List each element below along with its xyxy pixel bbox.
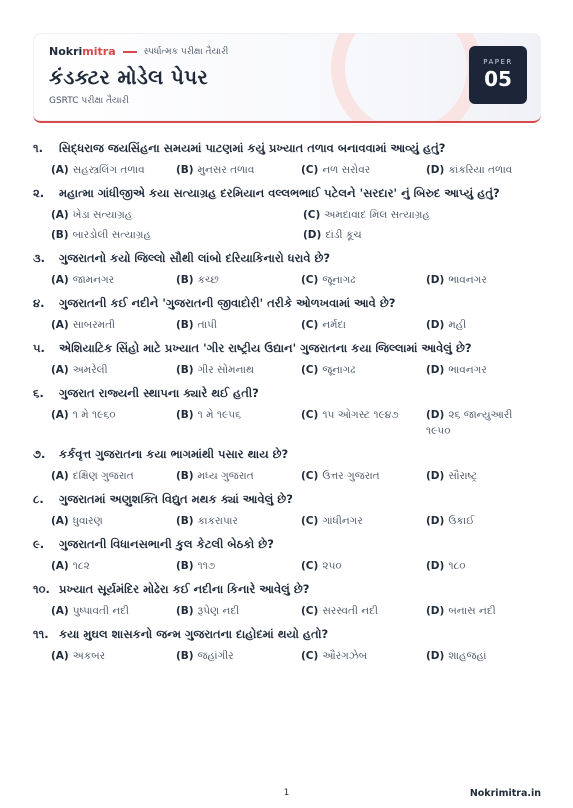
page-subtitle: GSRTC પરીક્ષા તૈયારી	[49, 96, 129, 106]
answer-option[interactable]	[51, 362, 176, 378]
option-group	[51, 603, 543, 619]
option-value: ૧૮૦	[448, 560, 466, 572]
option-value: જૂનાગઢ	[322, 274, 356, 286]
question-text	[33, 184, 543, 202]
answer-option[interactable]	[426, 272, 551, 288]
question-number: ૮.	[33, 492, 44, 506]
answer-option[interactable]	[301, 272, 426, 288]
option-key: (C)	[301, 409, 319, 421]
page-number: 1	[283, 788, 290, 798]
question-label: કયા મુઘલ શાસકનો જન્મ ગુજરાતના દાહોદમાં થયો હતો?	[59, 627, 329, 641]
answer-option[interactable]	[301, 407, 426, 439]
answer-option[interactable]	[301, 317, 426, 333]
answer-option[interactable]	[301, 362, 426, 378]
option-key: (C)	[301, 364, 319, 376]
question-text	[33, 535, 543, 553]
answer-option[interactable]	[176, 648, 301, 664]
option-value: ૨૬ જાન્યુઆરી ૧૯૫૦	[426, 409, 513, 437]
answer-option[interactable]	[176, 272, 301, 288]
answer-option[interactable]	[51, 407, 176, 439]
option-key: (B)	[176, 650, 194, 662]
option-value: નર્મદા	[322, 319, 346, 331]
option-key: (D)	[426, 274, 445, 286]
option-key: (D)	[426, 650, 445, 662]
answer-option[interactable]	[51, 227, 303, 243]
option-key: (B)	[51, 229, 69, 241]
option-value: કાંકરિયા તળાવ	[448, 164, 513, 176]
option-key: (B)	[176, 319, 194, 331]
option-value: જહાંગીર	[197, 650, 234, 662]
answer-option[interactable]	[51, 207, 303, 223]
option-key: (A)	[51, 364, 69, 376]
answer-option[interactable]	[51, 648, 176, 664]
option-group	[51, 468, 543, 484]
answer-option[interactable]	[51, 317, 176, 333]
question-item	[33, 339, 543, 378]
option-key: (B)	[176, 164, 194, 176]
option-key: (B)	[176, 515, 194, 527]
question-label: ગુજરાતની વિધાનસભાની કુલ કેટલી બેઠકો છે?	[59, 537, 274, 551]
option-value: નળ સરોવર	[322, 164, 371, 176]
option-key: (B)	[176, 560, 194, 572]
question-label: ગુજરાતની કઈ નદીને 'ગુજરાતની જીવાદોરી' તરીકે ઓળખવામાં આવે છે?	[59, 296, 396, 310]
option-value: અમરેલી	[72, 364, 108, 376]
option-key: (B)	[176, 605, 194, 617]
option-value: કચ્છ	[197, 274, 219, 286]
option-group	[51, 407, 543, 439]
answer-option[interactable]	[426, 317, 551, 333]
question-item	[33, 535, 543, 574]
option-key: (D)	[303, 229, 322, 241]
option-value: રૂપેણ નદી	[197, 605, 240, 617]
option-value: બારડોલી સત્યાગ્રહ	[72, 229, 151, 241]
option-key: (C)	[301, 319, 319, 331]
option-key: (B)	[176, 409, 194, 421]
question-text	[33, 625, 543, 643]
option-key: (C)	[301, 164, 319, 176]
option-group	[51, 648, 543, 664]
option-key: (B)	[176, 364, 194, 376]
answer-option[interactable]	[51, 603, 176, 619]
option-key: (D)	[426, 605, 445, 617]
question-item	[33, 490, 543, 529]
answer-option[interactable]	[176, 603, 301, 619]
option-value: દાંડી કૂચ	[325, 229, 362, 241]
option-value: જામનગર	[72, 274, 115, 286]
question-label: કર્કવૃત્ત ગુજરાતના કયા ભાગમાંથી પસાર થાય છે?	[59, 447, 289, 461]
answer-option[interactable]	[176, 468, 301, 484]
answer-option[interactable]	[426, 648, 551, 664]
option-key: (C)	[301, 605, 319, 617]
brand-divider	[123, 51, 137, 53]
question-number: ૩.	[33, 251, 46, 265]
answer-option[interactable]	[176, 362, 301, 378]
option-value: મહી	[448, 319, 467, 331]
brand-main: Nokri	[49, 45, 83, 58]
question-number: ૫.	[33, 341, 45, 355]
option-key: (A)	[51, 409, 69, 421]
option-key: (A)	[51, 650, 69, 662]
question-number: ૨.	[33, 186, 45, 200]
option-value: મધ્ય ગુજરાત	[197, 470, 254, 482]
option-value: ૧૫ ઓગસ્ટ ૧૯૪૭	[322, 409, 399, 421]
option-value: ૧૮૨	[72, 560, 90, 572]
question-label: સિદ્ધરાજ જયસિંહના સમયમાં પાટણમાં કયું પ્રખ્યાત તળાવ બનાવવામાં આવ્યું હતું?	[59, 141, 446, 155]
answer-option[interactable]	[51, 272, 176, 288]
answer-option[interactable]	[301, 648, 426, 664]
option-group	[51, 362, 543, 378]
question-number: ૧.	[33, 141, 44, 155]
answer-option[interactable]	[426, 603, 551, 619]
option-value: ઉકાઈ	[448, 515, 475, 527]
option-key: (A)	[51, 605, 69, 617]
question-label: ગુજરાતમાં અણુશક્તિ વિદ્યુત મથક ક્યાં આવેલું છે?	[59, 492, 293, 506]
option-key: (A)	[51, 209, 69, 221]
question-number: ૭.	[33, 447, 46, 461]
question-label: ગુજરાતનો કયો જિલ્લો સૌથી લાંબો દરિયાકિનારો ધરાવે છે?	[59, 251, 331, 265]
option-value: ભાવનગર	[448, 364, 487, 376]
answer-option[interactable]	[51, 513, 176, 529]
option-key: (A)	[51, 470, 69, 482]
answer-option[interactable]	[51, 162, 176, 178]
option-key: (C)	[301, 560, 319, 572]
option-value: ખેડા સત્યાગ્રહ	[72, 209, 133, 221]
option-group	[51, 558, 543, 574]
question-label: મહાત્મા ગાંધીજીએ કયા સત્યાગ્રહ દરમિયાન વલ્લભભાઈ પટેલને 'સરદાર' નું બિરુદ આપ્યું હતું?	[59, 186, 500, 200]
option-key: (A)	[51, 560, 69, 572]
option-value: સૌરાષ્ટ્ર	[448, 470, 478, 482]
option-group	[51, 317, 543, 333]
option-key: (C)	[301, 274, 319, 286]
badge-label: PAPER	[483, 58, 513, 66]
answer-option[interactable]	[176, 162, 301, 178]
answer-option[interactable]	[426, 513, 551, 529]
question-label: ગુજરાત રાજ્યની સ્થાપના ક્યારે થઈ હતી?	[59, 386, 259, 400]
option-value: સહસ્ત્રલિંગ તળાવ	[72, 164, 145, 176]
question-item	[33, 294, 543, 333]
option-value: ૧૧૭	[197, 560, 216, 572]
answer-option[interactable]	[303, 227, 543, 243]
option-value: સરસ્વતી નદી	[322, 605, 378, 617]
question-label: પ્રખ્યાત સૂર્યમંદિર મોઢેરા કઈ નદીના કિનારે આવેલું છે?	[59, 582, 310, 596]
question-text	[33, 490, 543, 508]
answer-option[interactable]	[426, 407, 536, 439]
question-item	[33, 445, 543, 484]
option-value: અમદાવાદ મિલ સત્યાગ્રહ	[324, 209, 430, 221]
badge-number: 05	[484, 67, 512, 91]
option-value: ગાંધીનગર	[322, 515, 363, 527]
option-value: ૧ મે ૧૯૫૬	[197, 409, 241, 421]
paper-badge	[469, 46, 527, 104]
question-text	[33, 580, 543, 598]
option-key: (C)	[301, 650, 319, 662]
question-item	[33, 625, 543, 664]
footer-site: Nokrimitra.in	[469, 788, 541, 799]
option-key: (C)	[301, 470, 319, 482]
answer-option[interactable]	[176, 407, 301, 439]
option-value: ૨૫૦	[322, 560, 342, 572]
question-number: ૬.	[33, 386, 44, 400]
option-value: ગીર સોમનાથ	[197, 364, 255, 376]
option-group	[51, 272, 543, 288]
question-item	[33, 184, 543, 243]
option-key: (C)	[303, 209, 321, 221]
question-list	[33, 139, 543, 670]
brand-row	[49, 45, 228, 58]
question-text	[33, 384, 543, 402]
question-number: ૪.	[33, 296, 45, 310]
question-text	[33, 294, 543, 312]
option-key: (D)	[426, 515, 445, 527]
answer-option[interactable]	[301, 468, 426, 484]
question-text	[33, 445, 543, 463]
option-key: (A)	[51, 515, 69, 527]
option-group	[51, 162, 543, 178]
answer-option[interactable]	[301, 513, 426, 529]
option-key: (D)	[426, 319, 445, 331]
answer-option[interactable]	[301, 162, 426, 178]
answer-option[interactable]	[51, 468, 176, 484]
option-value: મુનસર તળાવ	[197, 164, 255, 176]
option-key: (D)	[426, 364, 445, 376]
option-key: (A)	[51, 319, 69, 331]
answer-option[interactable]	[176, 317, 301, 333]
option-key: (A)	[51, 164, 69, 176]
option-value: ઔરંગઝેબ	[322, 650, 368, 662]
answer-option[interactable]	[176, 513, 301, 529]
option-value: કાકરાપાર	[197, 515, 238, 527]
answer-option[interactable]	[426, 558, 551, 574]
option-key: (D)	[426, 560, 445, 572]
question-number: ૧૦.	[33, 582, 50, 596]
question-number: ૧૧.	[33, 627, 49, 641]
option-key: (D)	[426, 164, 445, 176]
answer-option[interactable]	[426, 162, 551, 178]
answer-option[interactable]	[426, 468, 551, 484]
option-value: ઉત્તર ગુજરાત	[322, 470, 380, 482]
option-value: અકબર	[72, 650, 106, 662]
option-value: પુષ્પાવતી નદી	[72, 605, 130, 617]
option-value: તાપી	[197, 319, 217, 331]
option-key: (B)	[176, 470, 194, 482]
page-title: કંડક્ટર મોડેલ પેપર	[49, 65, 209, 89]
option-value: ૧ મે ૧૯૬૦	[72, 409, 116, 421]
question-number: ૯.	[33, 537, 45, 551]
answer-option[interactable]	[301, 558, 426, 574]
option-value: સાબરમતી	[72, 319, 116, 331]
option-group	[51, 207, 543, 243]
answer-option[interactable]	[426, 362, 551, 378]
answer-option[interactable]	[303, 207, 543, 223]
brand-accent: mitra	[82, 45, 116, 58]
option-key: (A)	[51, 274, 69, 286]
option-value: દક્ષિણ ગુજરાત	[72, 470, 134, 482]
option-value: ભાવનગર	[448, 274, 487, 286]
option-value: જૂનાગઢ	[322, 364, 356, 376]
question-item	[33, 384, 543, 439]
brand-logo	[49, 45, 116, 58]
question-label: એશિયાટિક સિંહો માટે પ્રખ્યાત 'ગીર રાષ્ટ્રીય ઉદ્યાન' ગુજરાતના કયા જિલ્લામાં આવેલું છે?	[59, 341, 472, 355]
option-group	[51, 513, 543, 529]
question-text	[33, 339, 543, 357]
option-value: શાહજહાં	[448, 650, 487, 662]
option-value: ધુવારણ	[72, 515, 103, 527]
question-text	[33, 139, 543, 157]
question-item	[33, 580, 543, 619]
option-key: (D)	[426, 470, 445, 482]
option-value: બનાસ નદી	[448, 605, 496, 617]
question-item	[33, 249, 543, 288]
answer-option[interactable]	[176, 558, 301, 574]
answer-option[interactable]	[51, 558, 176, 574]
tagline: સ્પર્ધાત્મક પરીક્ષા તૈયારી	[143, 46, 229, 57]
option-key: (D)	[426, 409, 445, 421]
option-key: (C)	[301, 515, 319, 527]
page-header	[33, 33, 541, 123]
question-text	[33, 249, 543, 267]
answer-option[interactable]	[301, 603, 426, 619]
option-key: (B)	[176, 274, 194, 286]
question-item	[33, 139, 543, 178]
decorative-arc	[331, 33, 481, 123]
